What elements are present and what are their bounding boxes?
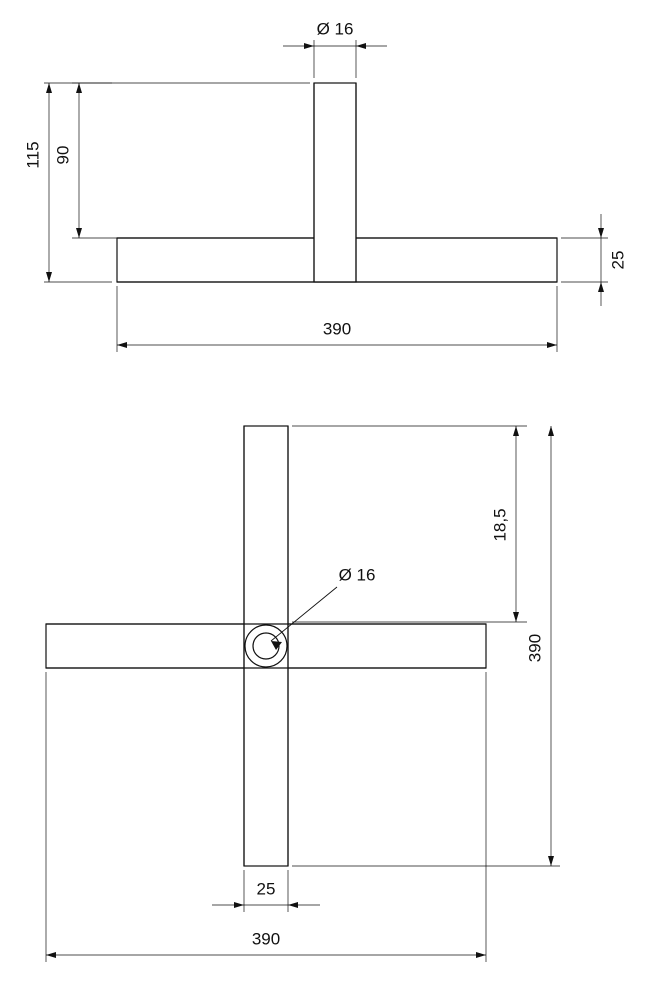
dim-text-25p: 25 (256, 879, 276, 899)
arrow-115-bottom (46, 272, 52, 282)
arrow-25p-right (288, 902, 298, 908)
arrow-25-bottom (598, 282, 604, 292)
dim-text-hole-dia-plan: Ø 16 (338, 565, 376, 585)
dim-text-25: 25 (608, 250, 628, 270)
dim-hole-dia-top (283, 19, 387, 78)
arrow-90-top (76, 83, 82, 93)
arrow-hole-dia-left (304, 43, 314, 49)
dim-text-390p: 390 (251, 929, 281, 949)
dim-arm-width-25 (212, 870, 320, 912)
dim-post-height-90 (53, 83, 310, 238)
arrow-390-left (117, 342, 127, 348)
front-intersection-fill (316, 240, 355, 281)
front-view (23, 19, 627, 352)
dim-text-390v: 390 (525, 633, 545, 663)
arrow-390v-top (548, 426, 554, 436)
arrow-90-bottom (76, 228, 82, 238)
arrow-390p-left (46, 952, 56, 958)
top-view (46, 426, 560, 962)
dim-text-90: 90 (53, 145, 73, 165)
dim-text-185: 18,5 (490, 508, 510, 542)
dim-text-390-front: 390 (322, 319, 352, 339)
arrow-390v-bottom (548, 856, 554, 866)
dim-offset-185 (292, 426, 527, 622)
dim-text-hole-dia-top: Ø 16 (316, 19, 354, 39)
arrow-115-top (46, 83, 52, 93)
arrow-390p-right (476, 952, 486, 958)
arrow-390-right (547, 342, 557, 348)
dim-text-115: 115 (23, 141, 43, 169)
arrow-25-top (598, 228, 604, 238)
dim-thickness-25 (561, 214, 627, 306)
dim-width-390-front (117, 286, 557, 352)
dim-overall-height-115 (23, 83, 112, 282)
arrow-185-top (513, 426, 519, 436)
arrow-185-bottom (513, 612, 519, 622)
arrow-hole-dia-right (356, 43, 366, 49)
arrow-25p-left (234, 902, 244, 908)
